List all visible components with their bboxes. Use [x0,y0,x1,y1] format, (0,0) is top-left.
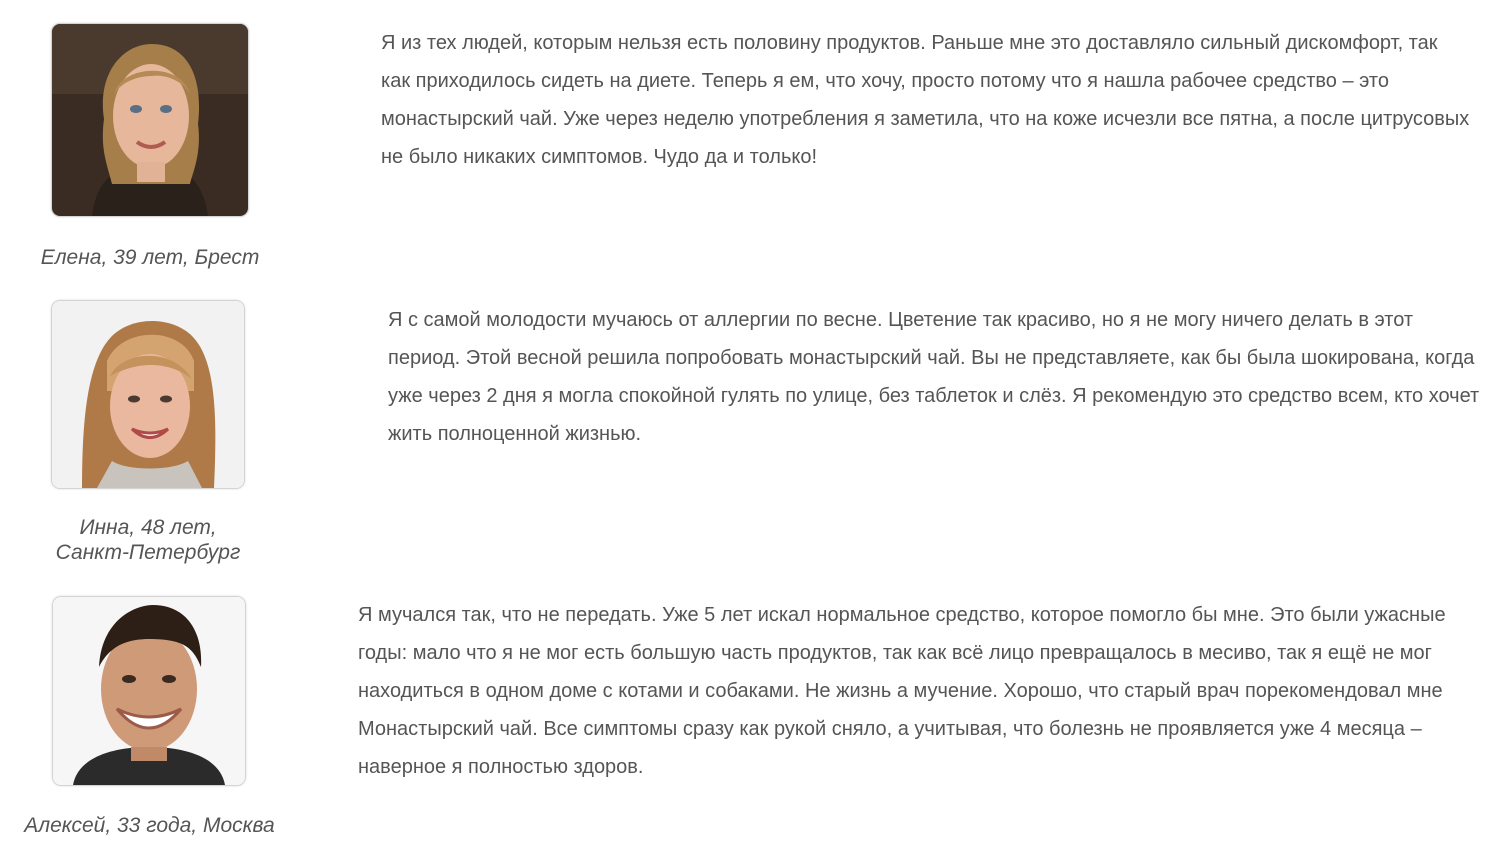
review-photo [51,23,249,217]
review-text: Я с самой молодости мучаюсь от аллергии по весне. Цветение так красиво, но я не могу ничего делать в этот период. Этой весной решила попробовать монастырский чай. Вы не представляете, как бы была шокирована, когда уже через 2 дня я могла спокойной гулять по улице, без таблеток и слёз. Я рекомендую это средство всем, кто хочет жить полноценной жизнью. [388,309,1480,445]
woman-portrait-icon [52,24,248,216]
review-author: Елена, 39 лет, Брест [40,246,260,269]
review-card [0,290,1504,580]
review-card [0,0,1504,290]
woman-portrait-icon [52,301,244,488]
review-author-name: Инна, 48 лет, [79,516,217,539]
review-author [15,515,281,565]
man-portrait-icon [53,597,245,785]
review-photo [52,596,246,786]
review-text: Я из тех людей, которым нельзя есть половину продуктов. Раньше мне это доставляло сильный дискомфорт, так как приходилось сидеть на диете. Теперь я ем, что хочу, просто потому что я нашла рабочее средство – это монастырский чай. Уже через неделю употребления я заметила, что на коже исчезли все пятна, а после цитрусовых не было никаких симптомов. Чудо да и только! [381,32,1470,168]
review-author: Алексей, 33 года, Москва [24,814,275,837]
review-card [0,580,1504,852]
review-photo [51,300,245,489]
review-author-city: Санкт-Петербург [55,541,241,564]
review-text: Я мучался так, что не передать. Уже 5 лет искал нормальное средство, которое помогло бы мне. Это были ужасные годы: мало что я не мог есть большую часть продуктов, так как всё лицо превращалось в месиво, так я ещё не мог находиться в одном доме с котами и собаками. Не жизнь а мучение. Хорошо, что старый врач порекомендовал мне Монастырский чай. Все симптомы сразу как рукой сняло, а учитывая, что болезнь не проявляется уже 4 месяца – наверное я полностью здоров. [358,604,1446,778]
